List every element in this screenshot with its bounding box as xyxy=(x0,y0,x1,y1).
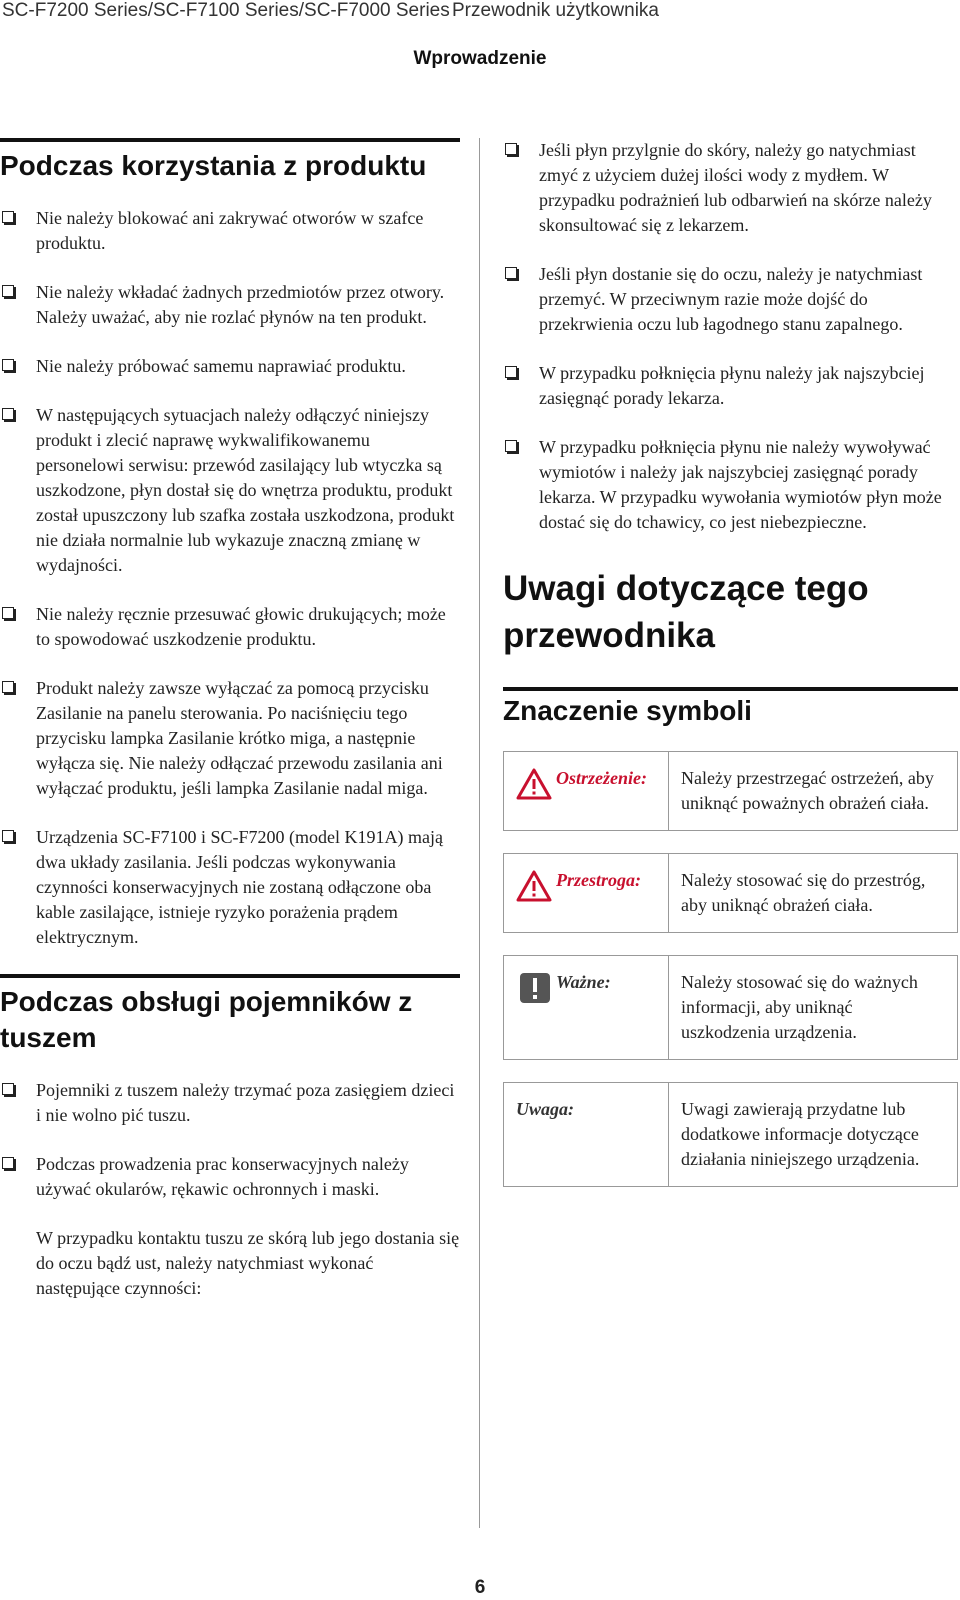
exclamation-box-icon xyxy=(516,972,552,1004)
page-header xyxy=(0,0,960,30)
symbol-description: Należy przestrzegać ostrzeżeń, aby uniknąć poważnych obrażeń ciała. xyxy=(681,768,934,813)
symbol-label: Przestroga: xyxy=(504,854,669,932)
list-item: W następujących sytuacjach należy odłączyć niniejszy produkt i zlecić naprawę wykwalifikowanemu personelowi serwisu: przewód zasilający lub wtyczka są uszkodzone, płyn dostał się do wnętrza produktu, produkt został upuszczony lub szafka została uszkodzona, produkt nie działa normalnie lub wykazuje znaczną zmianę w wydajności. xyxy=(0,403,460,578)
left-column xyxy=(0,138,460,1301)
symbol-label: Uwaga: xyxy=(504,1083,669,1186)
symbol-description: Należy stosować się do przestróg, aby uniknąć obrażeń ciała. xyxy=(681,870,926,915)
section-heading-product-use: Podczas korzystania z produktu xyxy=(0,138,460,184)
bullet-icon xyxy=(2,607,14,619)
bullet-icon xyxy=(505,267,517,279)
list-item: Nie należy próbować samemu naprawiać produktu. xyxy=(0,354,460,379)
chapter-title: Wprowadzenie xyxy=(413,48,547,69)
section-heading-ink-handling: Podczas obsługi pojemników z tuszem xyxy=(0,974,460,1056)
right-column xyxy=(503,138,958,1209)
bullet-icon xyxy=(2,830,14,842)
list-item: Nie należy blokować ani zakrywać otworów w szafce produktu. xyxy=(0,206,460,256)
symbol-row-note xyxy=(503,1082,958,1187)
list-item: Nie należy wkładać żadnych przedmiotów przez otwory. Należy uważać, aby nie rozlać płynów na ten produkt. xyxy=(0,280,460,330)
list-item: Jeśli płyn dostanie się do oczu, należy je natychmiast przemyć. W przeciwnym razie może dojść do przekrwienia oczu lub łagodnego stanu zapalnego. xyxy=(503,262,958,337)
guide-notes-title: Uwagi dotyczące tego przewodnika xyxy=(503,569,869,655)
bullet-icon xyxy=(2,681,14,693)
list-item: Podczas prowadzenia prac konserwacyjnych należy używać okularów, rękawic ochronnych i maski. xyxy=(0,1152,460,1202)
symbols-table xyxy=(503,751,958,1187)
bullet-icon xyxy=(2,359,14,371)
symbols-title: Znaczenie symboli xyxy=(503,687,958,729)
list-item: Produkt należy zawsze wyłączać za pomocą przycisku Zasilanie na panelu sterowania. Po naciśnięciu tego przycisku lampka Zasilanie krótko miga, a następnie wyłącza się. Nie należy odłączać przewodu zasilania ani wyłączać produktu, jeśli lampka Zasilanie nadal miga. xyxy=(0,676,460,801)
symbol-label: Ważne: xyxy=(504,956,669,1059)
bullet-icon xyxy=(2,408,14,420)
symbol-row-warning xyxy=(503,751,958,831)
product-use-list xyxy=(0,206,460,950)
bullet-icon xyxy=(505,366,517,378)
list-item: Urządzenia SC-F7100 i SC-F7200 (model K191A) mają dwa układy zasilania. Jeśli podczas wykonywania czynności konserwacyjnych nie zostaną odłączone oba kable zasilające, istnieje ryzyko porażenia prądem elektrycznym. xyxy=(0,825,460,950)
bullet-icon xyxy=(505,143,517,155)
list-item: W przypadku połknięcia płynu nie należy wywoływać wymiotów i należy jak najszybciej zasięgnąć porady lekarza. W przypadku wywołania wymiotów płyn może dostać się do tchawicy, co jest niebezpieczne. xyxy=(503,435,958,535)
ink-contact-list xyxy=(503,138,958,535)
list-item: Jeśli płyn przylgnie do skóry, należy go natychmiast zmyć z użyciem dużej ilości wody z mydłem. W przypadku podrażnień lub odbarwień na skórze należy skonsultować się z lekarzem. xyxy=(503,138,958,238)
symbol-description: Należy stosować się do ważnych informacji, aby uniknąć uszkodzenia urządzenia. xyxy=(681,972,918,1042)
warning-triangle-icon xyxy=(516,768,552,800)
header-series: SC-F7200 Series/SC-F7100 Series/SC-F7000 Series xyxy=(2,0,450,21)
symbol-row-important xyxy=(503,955,958,1060)
symbol-description: Uwagi zawierają przydatne lub dodatkowe informacje dotyczące działania niniejszego urządzenia. xyxy=(681,1099,920,1169)
ink-contact-paragraph: W przypadku kontaktu tuszu ze skórą lub jego dostania się do oczu bądź ust, należy natychmiast wykonać następujące czynności: xyxy=(36,1228,460,1298)
bullet-icon xyxy=(2,1157,14,1169)
warning-triangle-icon xyxy=(516,870,552,902)
bullet-icon xyxy=(505,440,517,452)
header-guide-title: Przewodnik użytkownika xyxy=(452,0,659,21)
bullet-icon xyxy=(2,211,14,223)
list-item: Nie należy ręcznie przesuwać głowic drukujących; może to spowodować uszkodzenie produktu. xyxy=(0,602,460,652)
bullet-icon xyxy=(2,1083,14,1095)
column-divider xyxy=(479,138,480,1528)
page-number: 6 xyxy=(474,1577,486,1598)
symbol-label: Ostrzeżenie: xyxy=(504,752,669,830)
ink-handling-list xyxy=(0,1078,460,1202)
list-item: W przypadku połknięcia płynu należy jak najszybciej zasięgnąć porady lekarza. xyxy=(503,361,958,411)
bullet-icon xyxy=(2,285,14,297)
list-item: Pojemniki z tuszem należy trzymać poza zasięgiem dzieci i nie wolno pić tuszu. xyxy=(0,1078,460,1128)
symbol-row-caution xyxy=(503,853,958,933)
